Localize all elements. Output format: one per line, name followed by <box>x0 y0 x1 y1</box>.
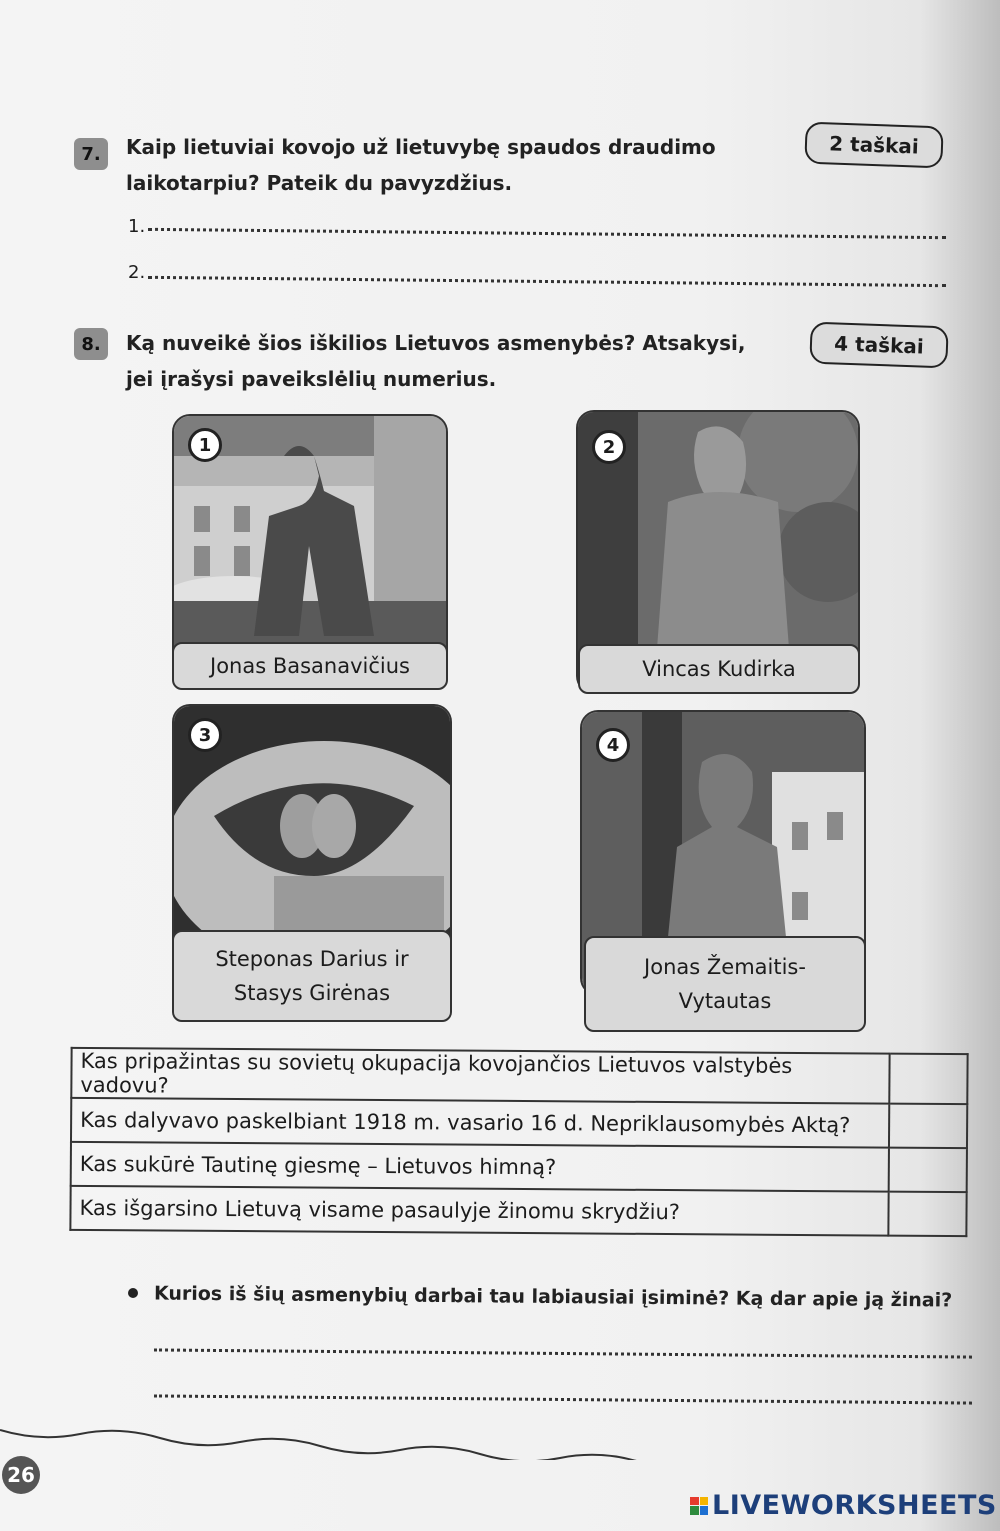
q7-text-line2: laikotarpiu? Pateik du pavyzdžius. <box>126 171 513 195</box>
caption-darius-girenas <box>172 930 452 1022</box>
q7-text-line1: Kaip lietuviai kovojo už lietuvybę spaudos draudimo <box>126 135 716 159</box>
q8-points-badge: 4 taškai <box>809 322 948 369</box>
caption-kudirka <box>578 644 860 694</box>
caption2-text: Vincas Kudirka <box>642 657 796 681</box>
table-row <box>71 1098 967 1148</box>
q7-number-badge: 7. <box>74 138 108 170</box>
photo3-number: 3 <box>188 718 222 752</box>
table-question: Kas sukūrė Tautinę giesmę – Lietuvos himną? <box>71 1142 889 1192</box>
matching-table <box>69 1047 968 1237</box>
liveworksheets-logo <box>690 1490 997 1521</box>
table-answer-cell[interactable] <box>889 1054 967 1105</box>
logo-grid-icon <box>690 1497 708 1515</box>
bullet-answer-line2[interactable] <box>154 1394 972 1404</box>
photo1-number: 1 <box>188 428 222 462</box>
page-number: 26 <box>2 1456 40 1494</box>
caption3-line1: Steponas Darius ir <box>215 947 409 971</box>
caption4-line2: Vytautas <box>678 989 772 1013</box>
table-row <box>71 1142 967 1192</box>
table-row <box>71 1048 967 1104</box>
bullet-question-text: Kurios iš šių asmenybių darbai tau labiausiai įsiminė? Ką dar apie ją žinai? <box>153 1282 953 1312</box>
table-answer-cell[interactable] <box>889 1148 967 1193</box>
q7-answer1-label: 1. <box>128 216 146 237</box>
q7-answer1-field[interactable] <box>148 228 946 239</box>
table-question: Kas dalyvavo paskelbiant 1918 m. vasario 16 d. Nepriklausomybės Aktą? <box>71 1098 889 1148</box>
table-row <box>70 1186 966 1236</box>
photo4-number: 4 <box>596 728 630 762</box>
caption4-line1: Jonas Žemaitis- <box>644 955 806 979</box>
q7-answer2-label: 2. <box>128 262 146 283</box>
caption-zemaitis <box>584 936 866 1032</box>
table-question: Kas išgarsino Lietuvą visame pasaulyje žinomu skrydžiu? <box>70 1186 888 1236</box>
table-answer-cell[interactable] <box>888 1192 966 1237</box>
brand-name: LIVEWORKSHEETS <box>712 1490 997 1521</box>
wavy-divider <box>0 1420 1000 1460</box>
caption1-text: Jonas Basanavičius <box>210 654 410 678</box>
bullet-icon <box>128 1288 138 1298</box>
q8-text-line2: jei įrašysi paveikslėlių numerius. <box>126 367 497 391</box>
caption3-line2: Stasys Girėnas <box>233 981 391 1005</box>
table-question: Kas pripažintas su sovietų okupacija kovojančios Lietuvos valstybės vadovu? <box>71 1048 889 1104</box>
q8-text-line1: Ką nuveikė šios iškilios Lietuvos asmenybės? Atsakysi, <box>126 331 746 355</box>
bullet-answer-line1[interactable] <box>154 1348 972 1358</box>
table-answer-cell[interactable] <box>889 1104 967 1149</box>
q8-number-badge: 8. <box>74 328 108 360</box>
q7-points-badge: 2 taškai <box>804 122 943 169</box>
q7-answer2-field[interactable] <box>148 276 946 287</box>
caption-basanavicius <box>172 642 448 690</box>
photo2-number: 2 <box>592 430 626 464</box>
